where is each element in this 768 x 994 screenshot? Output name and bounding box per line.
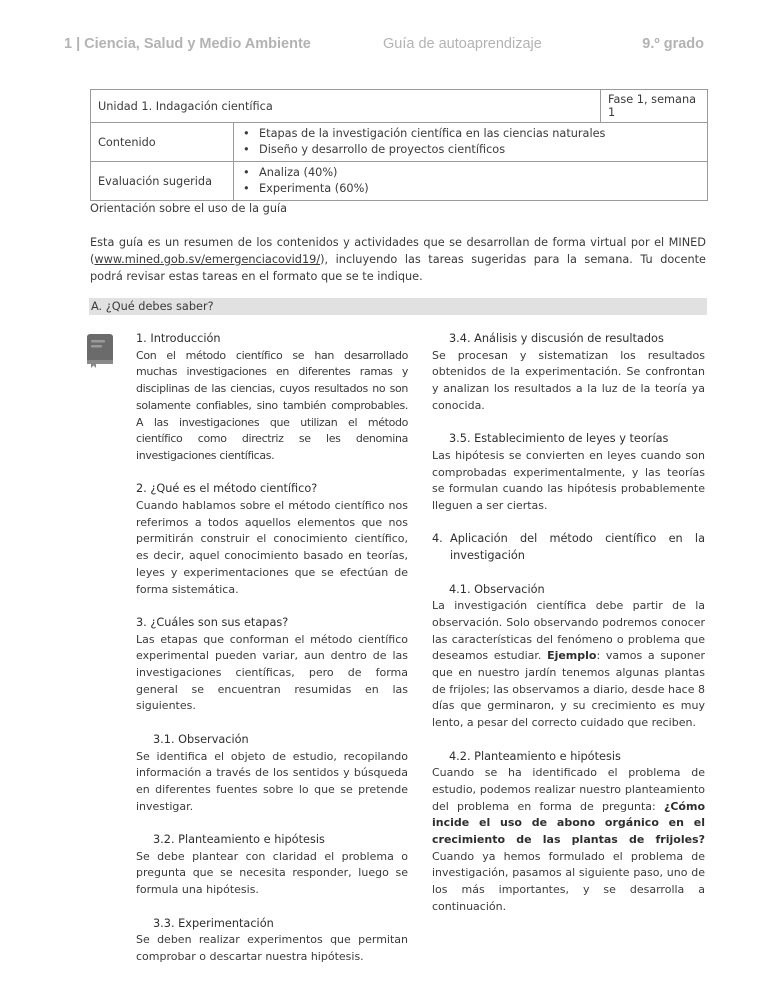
list-item: • Diseño y desarrollo de proyectos científicos [259, 142, 700, 158]
section-a-header: A. ¿Qué debes saber? [89, 298, 707, 315]
paragraph-text: Cuando se ha identificado el problema de estudio, podemos realizar nuestro planteamiento del problema en forma de pregunta: [432, 766, 705, 813]
evaluation-list-cell [234, 162, 708, 201]
section-paragraph: Se deben realizar experimentos que permitan comprobar o descartar nuestra hipótesis. [136, 933, 408, 963]
evaluation-label: Evaluación sugerida [91, 162, 234, 201]
section-title: Aplicación del método científico en la investigación [450, 532, 705, 563]
evaluation-list [241, 165, 700, 197]
orientation-text: ), incluyendo las tareas sugeridas para la semana. Tu docente podrá revisar estas tareas en el formato que se te indique. [90, 253, 706, 283]
unit-title: Unidad 1. Indagación científica [91, 90, 601, 123]
subsection-heading: 3.2. Planteamiento e hipótesis [153, 833, 325, 847]
content-label: Contenido [91, 123, 234, 162]
section-paragraph: Las hipótesis se convierten en leyes cuando son comprobadas experimentalmente, y las teorías se formulan cuando las hipótesis probablemente lleguen a ser ciertas. [432, 448, 705, 513]
phase-label: Fase 1, semana 1 [601, 90, 708, 123]
unit-info-table [90, 89, 708, 201]
subsection-heading: 3.1. Observación [153, 732, 249, 746]
orientation-title: Orientación sobre el uso de la guía [90, 202, 288, 215]
table-row [91, 90, 708, 123]
grade-label: 9.º grado [642, 36, 704, 52]
book-icon [86, 334, 114, 368]
list-item: • Analiza (40%) [259, 165, 700, 181]
mined-link[interactable]: www.mined.gob.sv/emergenciacovid19/ [94, 253, 321, 266]
section-heading: 3. ¿Cuáles son sus etapas? [136, 615, 289, 629]
subsection-heading: 4.2. Planteamiento e hipótesis [449, 749, 621, 763]
left-column [136, 331, 408, 982]
subsection-heading: 4.1. Observación [449, 582, 545, 596]
research-question: ¿Cómo incide el uso de abono orgánico en el crecimiento de las plantas de frijoles? [432, 799, 705, 847]
section-paragraph: Se identifica el objeto de estudio, recopilando información a través de los sentidos y búsqueda en diferentes fuentes sobre lo que se pretende investigar. [136, 749, 408, 813]
example-label: Ejemplo [547, 649, 597, 663]
page-number-subject: 1 | Ciencia, Salud y Medio Ambiente [64, 36, 311, 52]
section-paragraph: Las etapas que conforman el método científico experimental pueden variar, aun dentro de las investigaciones científicas, pero de forma general se encuentran resumidas en las siguientes. [136, 632, 408, 713]
subsection-heading: 3.3. Experimentación [153, 916, 274, 930]
table-row [91, 162, 708, 201]
orientation-text: Esta guía es un resumen de los contenidos y actividades que se desarrollan de forma virtual por el MINED ( [90, 236, 706, 266]
right-column [432, 331, 705, 932]
subsection-heading: 3.5. Establecimiento de leyes y teorías [449, 432, 669, 446]
subsection-heading: 3.4. Análisis y discusión de resultados [449, 332, 664, 345]
content-list [241, 126, 700, 158]
section-paragraph: Cuando hablamos sobre el método científico nos referimos a todos aquellos elementos que nos permitirán construir el conocimiento científico, es decir, aquel conocimiento basado en teorías, leyes y experimentaciones que se efectúan de forma sistemática. [136, 499, 408, 596]
paragraph-text: La investigación científica debe partir de la observación. Solo observando podremos conocer las características del fenómeno o problema que deseamos estudiar. [432, 599, 705, 663]
orientation-body [90, 234, 706, 285]
paragraph-text: Cuando ya hemos formulado el problema de investigación, pasamos al siguiente paso, uno de los más importantes, y se desarrolla a continuación. [432, 849, 705, 913]
content-list-cell [234, 123, 708, 162]
section-paragraph [432, 765, 705, 915]
section-heading [432, 531, 705, 564]
section-paragraph [432, 598, 705, 732]
section-heading: 2. ¿Qué es el método científico? [136, 482, 318, 496]
section-paragraph: Con el método científico se han desarrollado muchas investigaciones en diferentes ramas y disciplinas de las ciencias, cuyos resultados no son solamente confiables, sino también comprobables. A las investigaciones que utilizan el método científico como directriz se les denomina investigaciones científicas. [136, 348, 408, 462]
section-paragraph: Se procesan y sistematizan los resultados obtenidos de la experimentación. Se confrontan y analizan los resultados a la luz de la teoría ya conocida. [432, 348, 705, 412]
table-row [91, 123, 708, 162]
page-header [0, 36, 768, 56]
list-item: • Etapas de la investigación científica en las ciencias naturales [259, 126, 700, 142]
list-item: • Experimenta (60%) [259, 181, 700, 197]
paragraph-text: : vamos a suponer que en nuestro jardín tenemos algunas plantas de frijoles; las observamos a diario, desde hace 8 días que germinaron, y su crecimiento es muy lento, a pesar del correcto cuidado que reciben. [432, 649, 706, 730]
section-heading: 1. Introducción [136, 332, 221, 345]
section-paragraph: Se debe plantear con claridad el problema o pregunta que se necesita responder, luego se formula una hipótesis. [136, 849, 408, 897]
guide-type: Guía de autoaprendizaje [383, 36, 542, 52]
section-number: 4. [432, 532, 443, 546]
